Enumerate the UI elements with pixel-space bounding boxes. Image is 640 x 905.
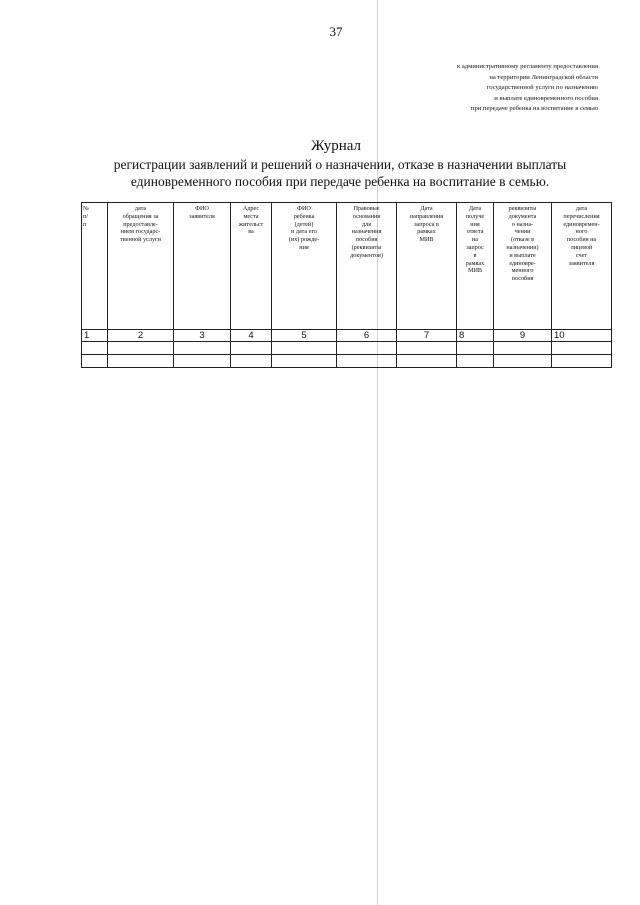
scan-fold-line [377, 0, 378, 905]
table-cell [174, 342, 231, 355]
document-subtitle [70, 156, 610, 190]
column-number: 3 [174, 330, 231, 342]
table-cell [552, 355, 612, 368]
header-row [82, 203, 612, 330]
table-cell [494, 355, 552, 368]
table-cell [494, 342, 552, 355]
column-number: 2 [108, 330, 174, 342]
appendix-line: государственной услуги по назначению [486, 84, 598, 91]
column-number: 9 [494, 330, 552, 342]
header-cell: Адрес места жительст ва [231, 203, 272, 330]
column-number: 10 [552, 330, 612, 342]
appendix-line: и выплате единовременного пособия [494, 94, 598, 102]
table-cell [552, 342, 612, 355]
table-cell [457, 355, 494, 368]
appendix-line: к административному регламенту предоставления [457, 63, 598, 70]
table-cell [174, 355, 231, 368]
table-cell [272, 342, 337, 355]
table-cell [337, 342, 397, 355]
table-cell [108, 342, 174, 355]
header-cell: дата обращения за предоставле- нием государс- твенной услуги [108, 203, 174, 330]
column-number: 4 [231, 330, 272, 342]
column-number: 1 [82, 330, 108, 342]
table-cell [457, 342, 494, 355]
table-cell [272, 355, 337, 368]
column-number: 7 [397, 330, 457, 342]
table-row [82, 355, 612, 368]
table-cell [337, 355, 397, 368]
appendix-line: при передаче ребенка на воспитание в семью [470, 105, 598, 112]
table-cell [397, 355, 457, 368]
page-number: 37 [329, 24, 343, 39]
header-cell: Дата получе ния ответа на запрос в рамках МИВ [457, 203, 494, 330]
header-cell: № п/ п [82, 203, 108, 330]
table-cell [397, 342, 457, 355]
table-cell [108, 355, 174, 368]
appendix-note [338, 62, 598, 115]
column-number: 6 [337, 330, 397, 342]
document-title: Журнал [310, 138, 361, 154]
header-cell: Правовые основания для назначения пособия (реквизиты документов) [337, 203, 397, 330]
journal-table [81, 202, 612, 368]
table-cell [231, 355, 272, 368]
table-cell [231, 342, 272, 355]
table-cell [82, 355, 108, 368]
header-cell: реквизиты документа о назна- чении (отказе в назначении) и выплате единовре- менного пособия [494, 203, 552, 330]
column-number-row [82, 330, 612, 342]
header-cell: Дата направления запроса в рамках МИВ [397, 203, 457, 330]
column-number: 8 [457, 330, 494, 342]
table-row [82, 342, 612, 355]
header-cell: ФИО ребенка (детей) и дата его (их) рожде- ния [272, 203, 337, 330]
subtitle-line: регистрации заявлений и решений о назначении, отказе в назначении выплаты [113, 157, 567, 172]
appendix-line: на территории Ленинградской области [489, 73, 598, 81]
table-cell [82, 342, 108, 355]
header-cell: дата перечисления единовремен- ного пособия на лицевой счет заявителя [552, 203, 612, 330]
column-number: 5 [272, 330, 337, 342]
subtitle-line: единовременного пособия при передаче ребенка на воспитание в семью. [130, 174, 550, 189]
header-cell: ФИО заявителя [174, 203, 231, 330]
